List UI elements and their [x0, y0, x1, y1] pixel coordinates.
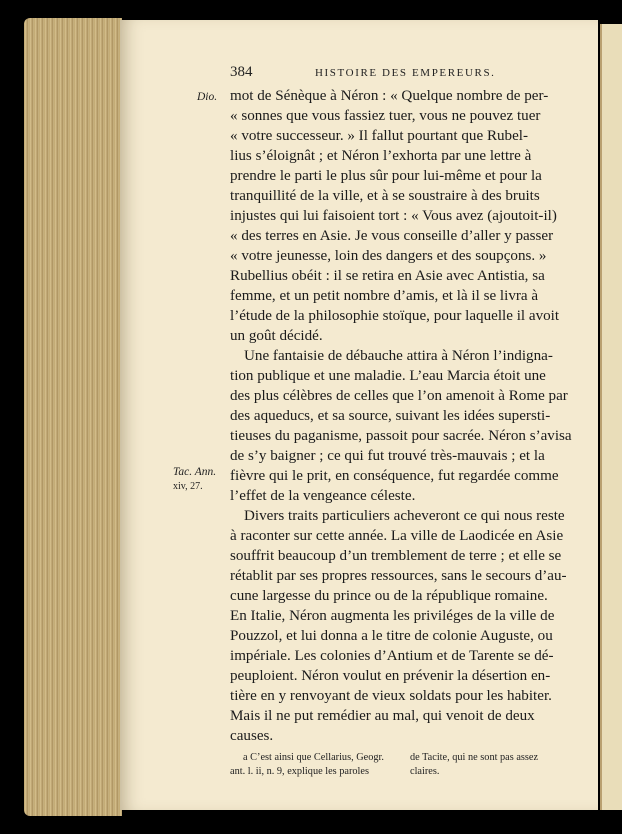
text-line: tière en y renvoyant de vieux soldats pour les habiter.: [230, 688, 552, 704]
text-line: causes.: [230, 728, 274, 744]
footnote-line: a C’est ainsi que Cellarius, Geogr.: [243, 752, 384, 763]
facing-page-edge: [600, 24, 622, 810]
text-line: Rubellius obéit : il se retira en Asie avec Antistia, sa: [230, 268, 545, 284]
text-line: peuploient. Néron voulut en prévenir la désertion en-: [230, 668, 551, 684]
running-title: HISTOIRE DES EMPEREURS.: [315, 67, 496, 79]
text-line: rétablit par ses propres ressources, sans le secours d’au-: [230, 568, 567, 584]
text-line: impériale. Les colonies d’Antium et de Tarente se dé-: [230, 648, 554, 664]
footnote-line: claires.: [410, 766, 440, 777]
text-line: Divers traits particuliers acheveront ce qui nous reste: [244, 508, 565, 524]
page-number: 384: [230, 64, 253, 80]
margin-note-dio: Dio.: [197, 91, 218, 103]
text-line: injustes qui lui faisoient tort : « Vous avez (ajoutoit-il): [230, 208, 557, 224]
text-line: Une fantaisie de débauche attira à Néron l’indigna-: [244, 348, 553, 364]
text-line: « sonnes que vous fassiez tuer, vous ne pouvez tuer: [230, 108, 541, 124]
text-line: fièvre qui le prit, en conséquence, fut regardée comme: [230, 468, 559, 484]
text-line: « votre successeur. » Il fallut pourtant que Rubel-: [230, 128, 529, 144]
text-line: mot de Sénèque à Néron : « Quelque nombre de per-: [230, 88, 549, 104]
text-line: des aqueducs, et sa source, suivant les idées supersti-: [230, 408, 551, 424]
text-line: de s’y baigner ; ce qui fut trouvé très-mauvais ; et la: [230, 448, 545, 464]
text-line: un goût décidé.: [230, 328, 323, 344]
text-line: des plus célèbres de celles que l’on amenoit à Rome par: [230, 388, 568, 404]
margin-note-tacitus: Tac. Ann.: [173, 466, 217, 478]
text-line: cune largesse du prince ou de la république romaine.: [230, 588, 548, 604]
text-line: femme, et un petit nombre d’amis, et là il se livra à: [230, 288, 539, 304]
text-line: Pouzzol, et lui donna a le titre de colonie Auguste, ou: [230, 628, 553, 644]
text-line: En Italie, Néron augmenta les priviléges de la ville de: [230, 608, 555, 624]
text-line: lius s’éloignât ; et Néron l’exhorta par une lettre à: [230, 148, 532, 164]
footnote-line: ant. l. ii, n. 9, explique les paroles: [230, 766, 369, 777]
running-header: [230, 64, 550, 82]
text-line: tion publique et une maladie. L’eau Marcia étoit une: [230, 368, 546, 384]
text-line: prendre le parti le plus sûr pour lui-même et pour la: [230, 168, 542, 184]
text-line: Mais il ne put remédier au mal, qui venoit de deux: [230, 708, 535, 724]
text-line: à raconter sur cette année. La ville de Laodicée en Asie: [230, 528, 564, 544]
book-page-edges: [24, 18, 122, 816]
text-line: tieuses du paganisme, passoit pour sacrée. Néron s’avisa: [230, 428, 572, 444]
text-line: l’effet de la vengeance céleste.: [230, 488, 416, 504]
footnote-line: de Tacite, qui ne sont pas assez: [410, 752, 539, 763]
text-line: tranquillité de la ville, et à se soustraire à des bruits: [230, 188, 540, 204]
text-line: « des terres en Asie. Je vous conseille d’aller y passer: [230, 228, 554, 244]
margin-note-tacitus-ref: xiv, 27.: [173, 481, 203, 492]
text-line: l’étude de la philosophie stoïque, pour laquelle il avoit: [230, 308, 560, 324]
text-line: « votre jeunesse, loin des dangers et des soupçons. »: [230, 248, 547, 264]
text-line: souffrit beaucoup d’un tremblement de terre ; et elle se: [230, 548, 562, 564]
